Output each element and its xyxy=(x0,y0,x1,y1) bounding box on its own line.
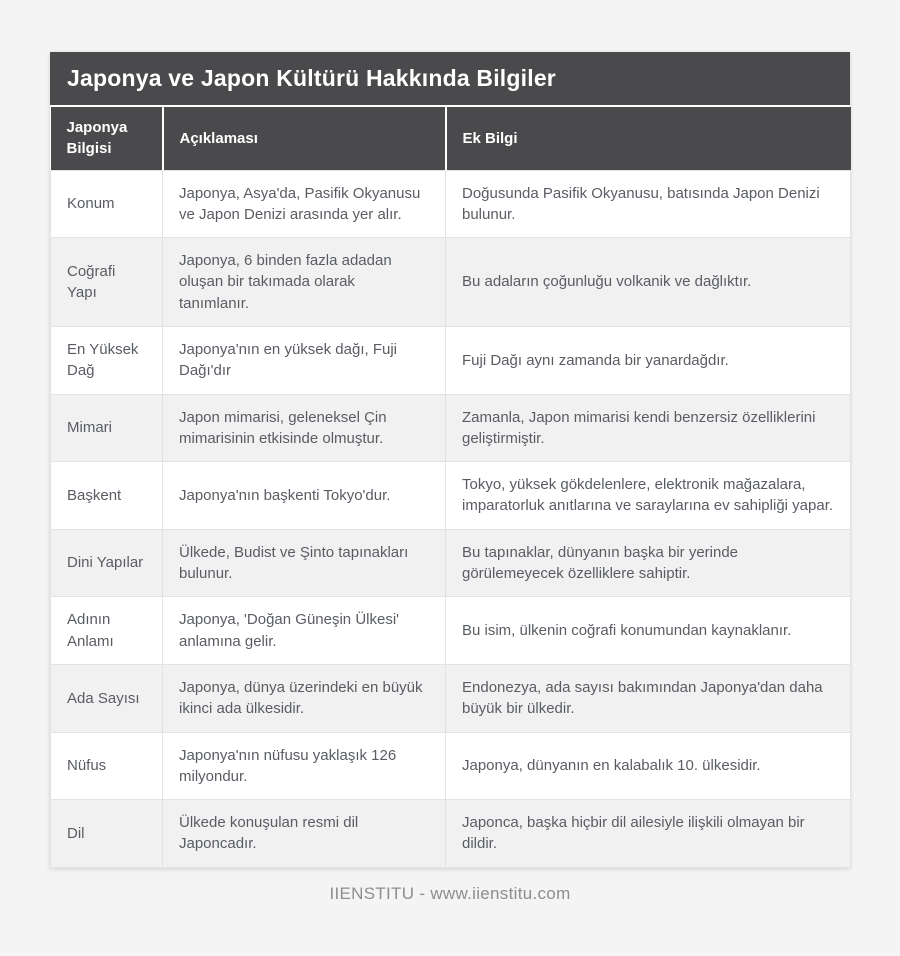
table-row xyxy=(51,238,851,327)
row-description: Japonya, 'Doğan Güneşin Ülkesi' anlamına gelir. xyxy=(163,597,446,665)
row-extra: Bu adaların çoğunluğu volkanik ve dağlıktır. xyxy=(446,238,851,327)
table-row xyxy=(51,732,851,800)
row-topic: Ada Sayısı xyxy=(51,664,163,732)
page-title: Japonya ve Japon Kültürü Hakkında Bilgiler xyxy=(50,52,850,107)
row-description: Japonya, dünya üzerindeki en büyük ikinci ada ülkesidir. xyxy=(163,664,446,732)
table-row xyxy=(51,800,851,868)
table-body xyxy=(51,170,851,867)
table-row xyxy=(51,394,851,462)
table-row xyxy=(51,326,851,394)
column-header-extra: Ek Bilgi xyxy=(446,107,851,170)
table-row xyxy=(51,597,851,665)
row-description: Japonya, 6 binden fazla adadan oluşan bir takımada olarak tanımlanır. xyxy=(163,238,446,327)
table-row xyxy=(51,462,851,530)
row-description: Ülkede konuşulan resmi dil Japoncadır. xyxy=(163,800,446,868)
row-topic: Adının Anlamı xyxy=(51,597,163,665)
table-row xyxy=(51,170,851,238)
row-topic: Mimari xyxy=(51,394,163,462)
footer-credit: IIENSTITU - www.iienstitu.com xyxy=(329,884,571,903)
column-header-description: Açıklaması xyxy=(163,107,446,170)
row-description: Japonya'nın en yüksek dağı, Fuji Dağı'dır xyxy=(163,326,446,394)
row-description: Japon mimarisi, geleneksel Çin mimarisinin etkisinde olmuştur. xyxy=(163,394,446,462)
row-topic: Dil xyxy=(51,800,163,868)
row-topic: Dini Yapılar xyxy=(51,529,163,597)
row-extra: Zamanla, Japon mimarisi kendi benzersiz özelliklerini geliştirmiştir. xyxy=(446,394,851,462)
row-description: Japonya'nın nüfusu yaklaşık 126 milyondur. xyxy=(163,732,446,800)
table-row xyxy=(51,664,851,732)
row-extra: Bu isim, ülkenin coğrafi konumundan kaynaklanır. xyxy=(446,597,851,665)
table-header-row xyxy=(51,107,851,170)
row-topic: Başkent xyxy=(51,462,163,530)
row-extra: Fuji Dağı aynı zamanda bir yanardağdır. xyxy=(446,326,851,394)
info-card xyxy=(50,52,850,868)
row-description: Japonya'nın başkenti Tokyo'dur. xyxy=(163,462,446,530)
row-extra: Tokyo, yüksek gökdelenlere, elektronik mağazalara, imparatorluk anıtlarına ve saraylarına ev sahipliği yapar. xyxy=(446,462,851,530)
row-topic: Coğrafi Yapı xyxy=(51,238,163,327)
row-extra: Japonca, başka hiçbir dil ailesiyle ilişkili olmayan bir dildir. xyxy=(446,800,851,868)
row-extra: Japonya, dünyanın en kalabalık 10. ülkesidir. xyxy=(446,732,851,800)
row-extra: Endonezya, ada sayısı bakımından Japonya'dan daha büyük bir ülkedir. xyxy=(446,664,851,732)
row-description: Japonya, Asya'da, Pasifik Okyanusu ve Japon Denizi arasında yer alır. xyxy=(163,170,446,238)
row-extra: Doğusunda Pasifik Okyanusu, batısında Japon Denizi bulunur. xyxy=(446,170,851,238)
row-description: Ülkede, Budist ve Şinto tapınakları bulunur. xyxy=(163,529,446,597)
row-extra: Bu tapınaklar, dünyanın başka bir yerinde görülemeyecek özelliklere sahiptir. xyxy=(446,529,851,597)
row-topic: Nüfus xyxy=(51,732,163,800)
row-topic: Konum xyxy=(51,170,163,238)
info-table xyxy=(50,107,851,868)
row-topic: En Yüksek Dağ xyxy=(51,326,163,394)
table-row xyxy=(51,529,851,597)
column-header-topic: Japonya Bilgisi xyxy=(51,107,163,170)
